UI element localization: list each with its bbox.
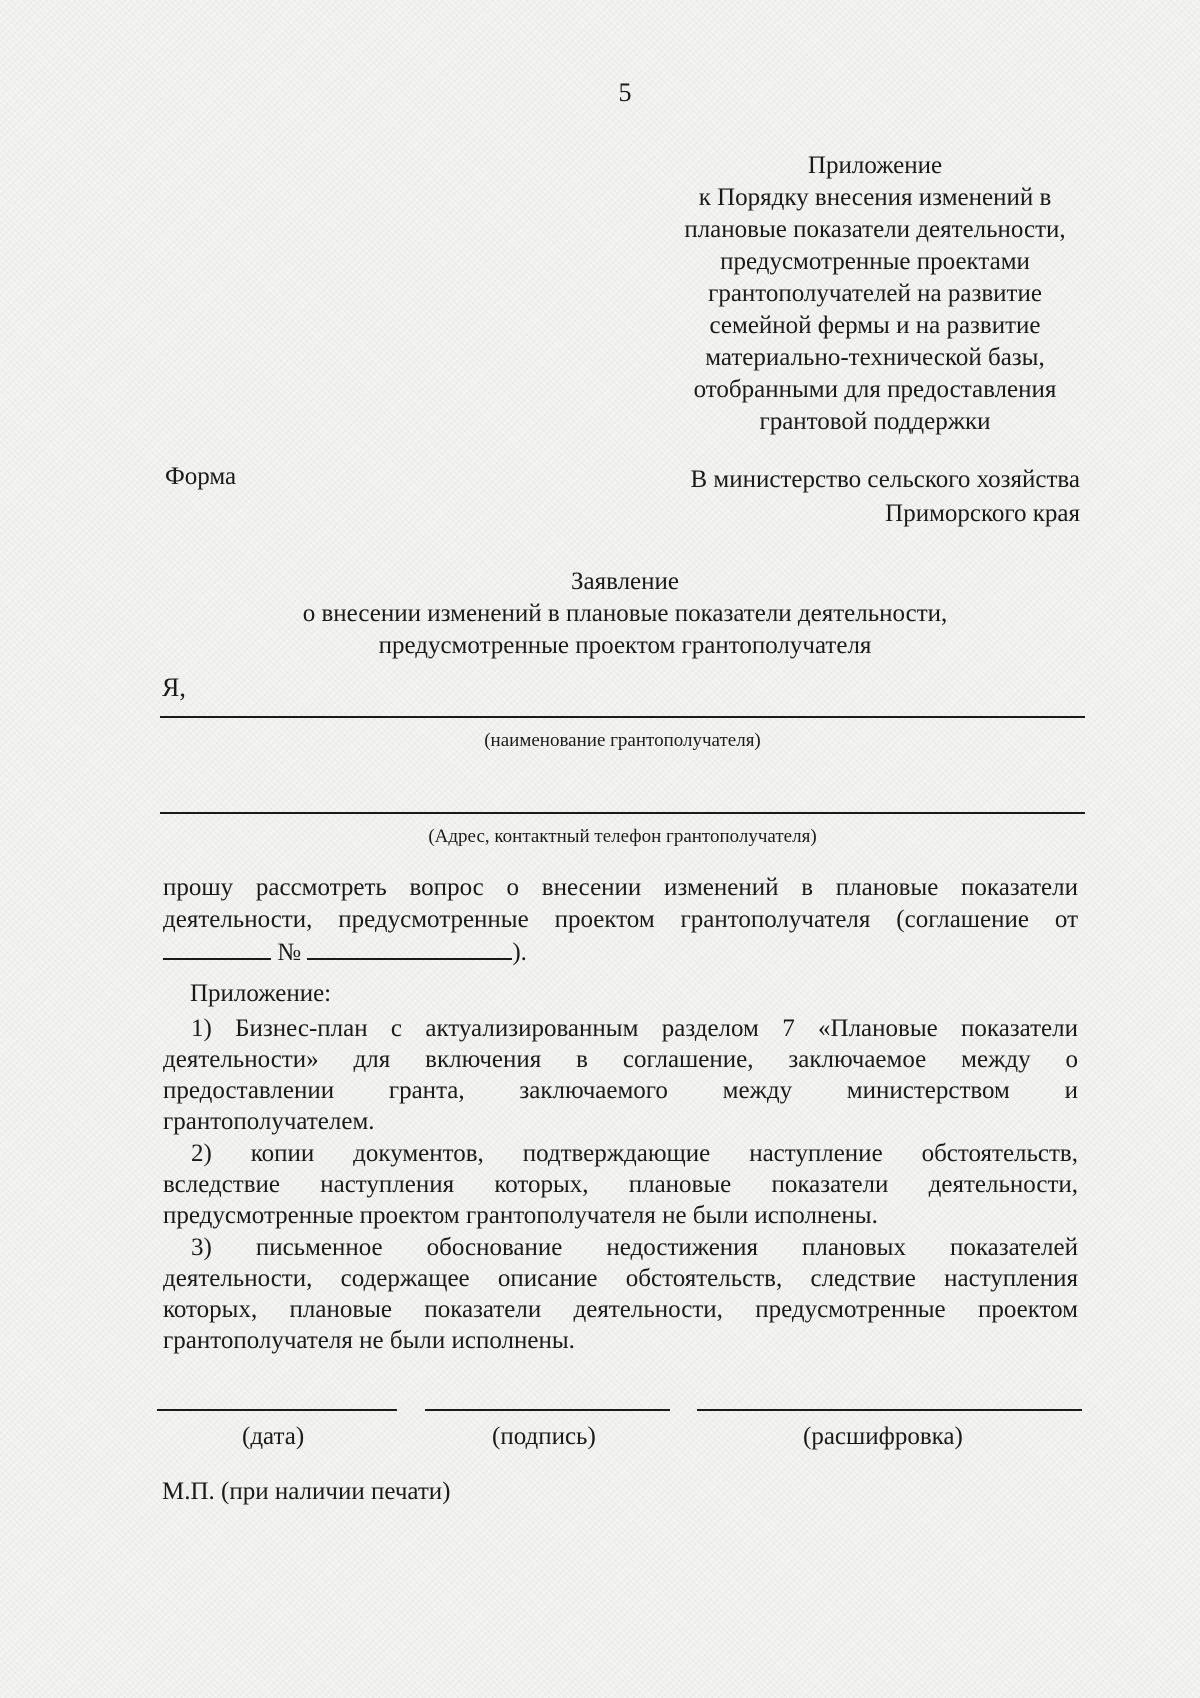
appendix-header-line: предусмотренные проектами	[720, 248, 1030, 275]
attachments-heading: Приложение:	[190, 980, 332, 1007]
attachment-line: вследствие наступления которых, плановые показатели деятельности,	[163, 1171, 1078, 1198]
title-line: Заявление	[570, 568, 680, 595]
attachment-line: грантополучателя не были исполнены.	[163, 1327, 575, 1354]
document-title	[0, 566, 1200, 662]
request-line	[163, 936, 1078, 969]
appendix-header-line: грантовой поддержки	[759, 408, 991, 435]
request-closing: ).	[512, 939, 527, 966]
appendix-header-line: отобранными для предоставления	[693, 376, 1057, 403]
page-number: 5	[618, 78, 632, 107]
attachment-line: 1) Бизнес-план с актуализированным разделом 7 «Плановые показатели	[191, 1015, 1078, 1042]
attachment-line: деятельности, содержащее описание обстоятельств, следствие наступления	[163, 1265, 1078, 1292]
attachment-line: предусмотренные проектом грантополучателя не были исполнены.	[163, 1202, 878, 1229]
number-sign: №	[277, 939, 302, 966]
applicant-address-caption: (Адрес, контактный телефон грантополучателя)	[428, 826, 817, 847]
signature-caption: (подпись)	[492, 1423, 596, 1450]
date-field[interactable]	[157, 1409, 397, 1411]
form-label: Форма	[165, 463, 237, 490]
attachment-line: 3) письменное обоснование недостижения плановых показателей	[191, 1234, 1078, 1261]
decoding-field[interactable]	[697, 1409, 1082, 1411]
signature-field[interactable]	[425, 1409, 670, 1411]
attachment-line: 2) копии документов, подтверждающие наступление обстоятельств,	[191, 1140, 1078, 1167]
attachment-line: грантополучателем.	[163, 1108, 375, 1135]
attachment-line: которых, плановые показатели деятельности, предусмотренные проектом	[163, 1296, 1078, 1323]
request-line: прошу рассмотреть вопрос о внесении изменений в плановые показатели	[163, 874, 1078, 901]
appendix-header-line: плановые показатели деятельности,	[684, 216, 1066, 243]
date-caption: (дата)	[242, 1423, 305, 1450]
agreement-date-field[interactable]	[163, 936, 271, 960]
attachment-item-3	[163, 1232, 1078, 1356]
appendix-header	[660, 150, 1090, 438]
attachment-item-1	[163, 1013, 1078, 1137]
request-paragraph	[163, 872, 1078, 969]
attachment-item-2	[163, 1138, 1078, 1231]
stamp-note: М.П. (при наличии печати)	[162, 1478, 451, 1505]
appendix-header-line: материально-технической базы,	[705, 344, 1045, 371]
appendix-header-line: Приложение	[807, 152, 943, 179]
agreement-number-field[interactable]	[307, 936, 512, 960]
addressee-line: Приморского края	[885, 500, 1080, 527]
request-line: деятельности, предусмотренные проектом грантополучателя (соглашение от	[163, 906, 1078, 933]
addressee	[690, 463, 1080, 531]
attachment-line: предоставлении гранта, заключаемого между министерством и	[163, 1077, 1078, 1104]
applicant-name-field[interactable]	[160, 716, 1085, 718]
appendix-header-line: к Порядку внесения изменений в	[698, 184, 1052, 211]
appendix-header-line: семейной фермы и на развитие	[709, 312, 1041, 339]
addressee-line: В министерство сельского хозяйства	[690, 466, 1080, 493]
attachment-line: деятельности» для включения в соглашение, заключаемое между о	[163, 1046, 1078, 1073]
title-line: о внесении изменений в плановые показатели деятельности,	[302, 600, 948, 627]
appendix-header-line: грантополучателей на развитие	[708, 280, 1042, 307]
applicant-name-caption: (наименование грантополучателя)	[484, 730, 761, 751]
applicant-prefix: Я,	[162, 673, 186, 702]
title-line: предусмотренные проектом грантополучателя	[378, 632, 872, 659]
applicant-address-field[interactable]	[160, 812, 1085, 814]
decoding-caption: (расшифровка)	[803, 1423, 963, 1450]
